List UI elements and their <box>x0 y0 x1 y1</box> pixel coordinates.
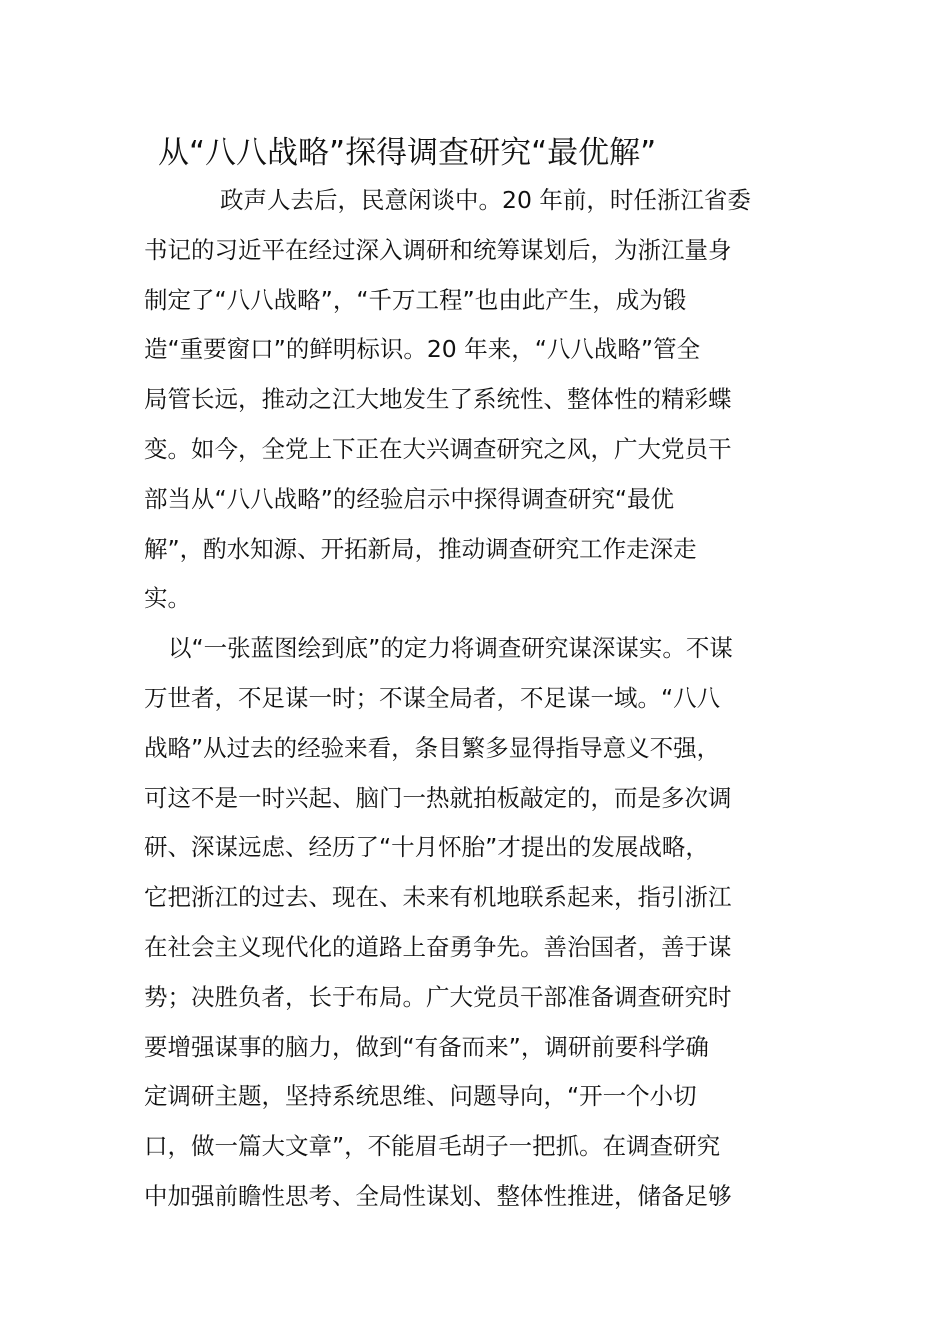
paragraph-line: 以“一张蓝图绘到底”的定力将调查研究谋深谋实。不谋 <box>168 634 733 663</box>
paragraph-line: 解”，酌水知源、开拓新局，推动调查研究工作走深走 <box>144 534 697 563</box>
paragraph-line: 势；决胜负者，长于布局。广大党员干部准备调查研究时 <box>144 982 732 1011</box>
paragraph-line: 造“重要窗口”的鲜明标识。20 年来，“八八战略”管全 <box>144 335 701 364</box>
paragraph-line: 变。如今，全党上下正在大兴调查研究之风，广大党员干 <box>144 434 732 463</box>
paragraph-line: 它把浙江的过去、现在、未来有机地联系起来，指引浙江 <box>144 883 732 912</box>
paragraph-line: 口，做一篇大文章”，不能眉毛胡子一把抓。在调查研究 <box>144 1132 721 1161</box>
paragraph-line: 局管长远，推动之江大地发生了系统性、整体性的精彩蝶 <box>144 385 732 414</box>
paragraph-line: 战略”从过去的经验来看，条目繁多显得指导意义不强， <box>144 733 721 762</box>
paragraph-line: 中加强前瞻性思考、全局性谋划、整体性推进，储备足够 <box>144 1181 732 1210</box>
paragraph-line: 实。 <box>144 584 191 613</box>
paragraph-line: 在社会主义现代化的道路上奋勇争先。善治国者，善于谋 <box>144 932 732 961</box>
paragraph-1 <box>144 176 814 624</box>
paragraph-line: 定调研主题，坚持系统思维、问题导向，“开一个小切 <box>144 1082 697 1111</box>
paragraph-line: 政声人去后，民意闲谈中。20 年前，时任浙江省委 <box>220 186 751 214</box>
paragraph-line: 书记的习近平在经过深入调研和统筹谋划后，为浙江量身 <box>144 235 732 264</box>
paragraph-line: 研、深谋远虑、经历了“十月怀胎”才提出的发展战略， <box>144 833 709 862</box>
paragraph-2 <box>144 624 814 1222</box>
document-title: 从“八八战略”探得调查研究“最优解” <box>158 135 657 171</box>
paragraph-line: 可这不是一时兴起、脑门一热就拍板敲定的，而是多次调 <box>144 783 732 812</box>
paragraph-line: 部当从“八八战略”的经验启示中探得调查研究“最优 <box>144 484 675 513</box>
paragraph-line: 制定了“八八战略”，“千万工程”也由此产生，成为锻 <box>144 285 687 314</box>
document-body <box>144 176 814 1222</box>
paragraph-line: 万世者，不足谋一时；不谋全局者，不足谋一域。“八八 <box>144 683 721 712</box>
paragraph-line: 要增强谋事的脑力，做到“有备而来”，调研前要科学确 <box>144 1032 709 1061</box>
